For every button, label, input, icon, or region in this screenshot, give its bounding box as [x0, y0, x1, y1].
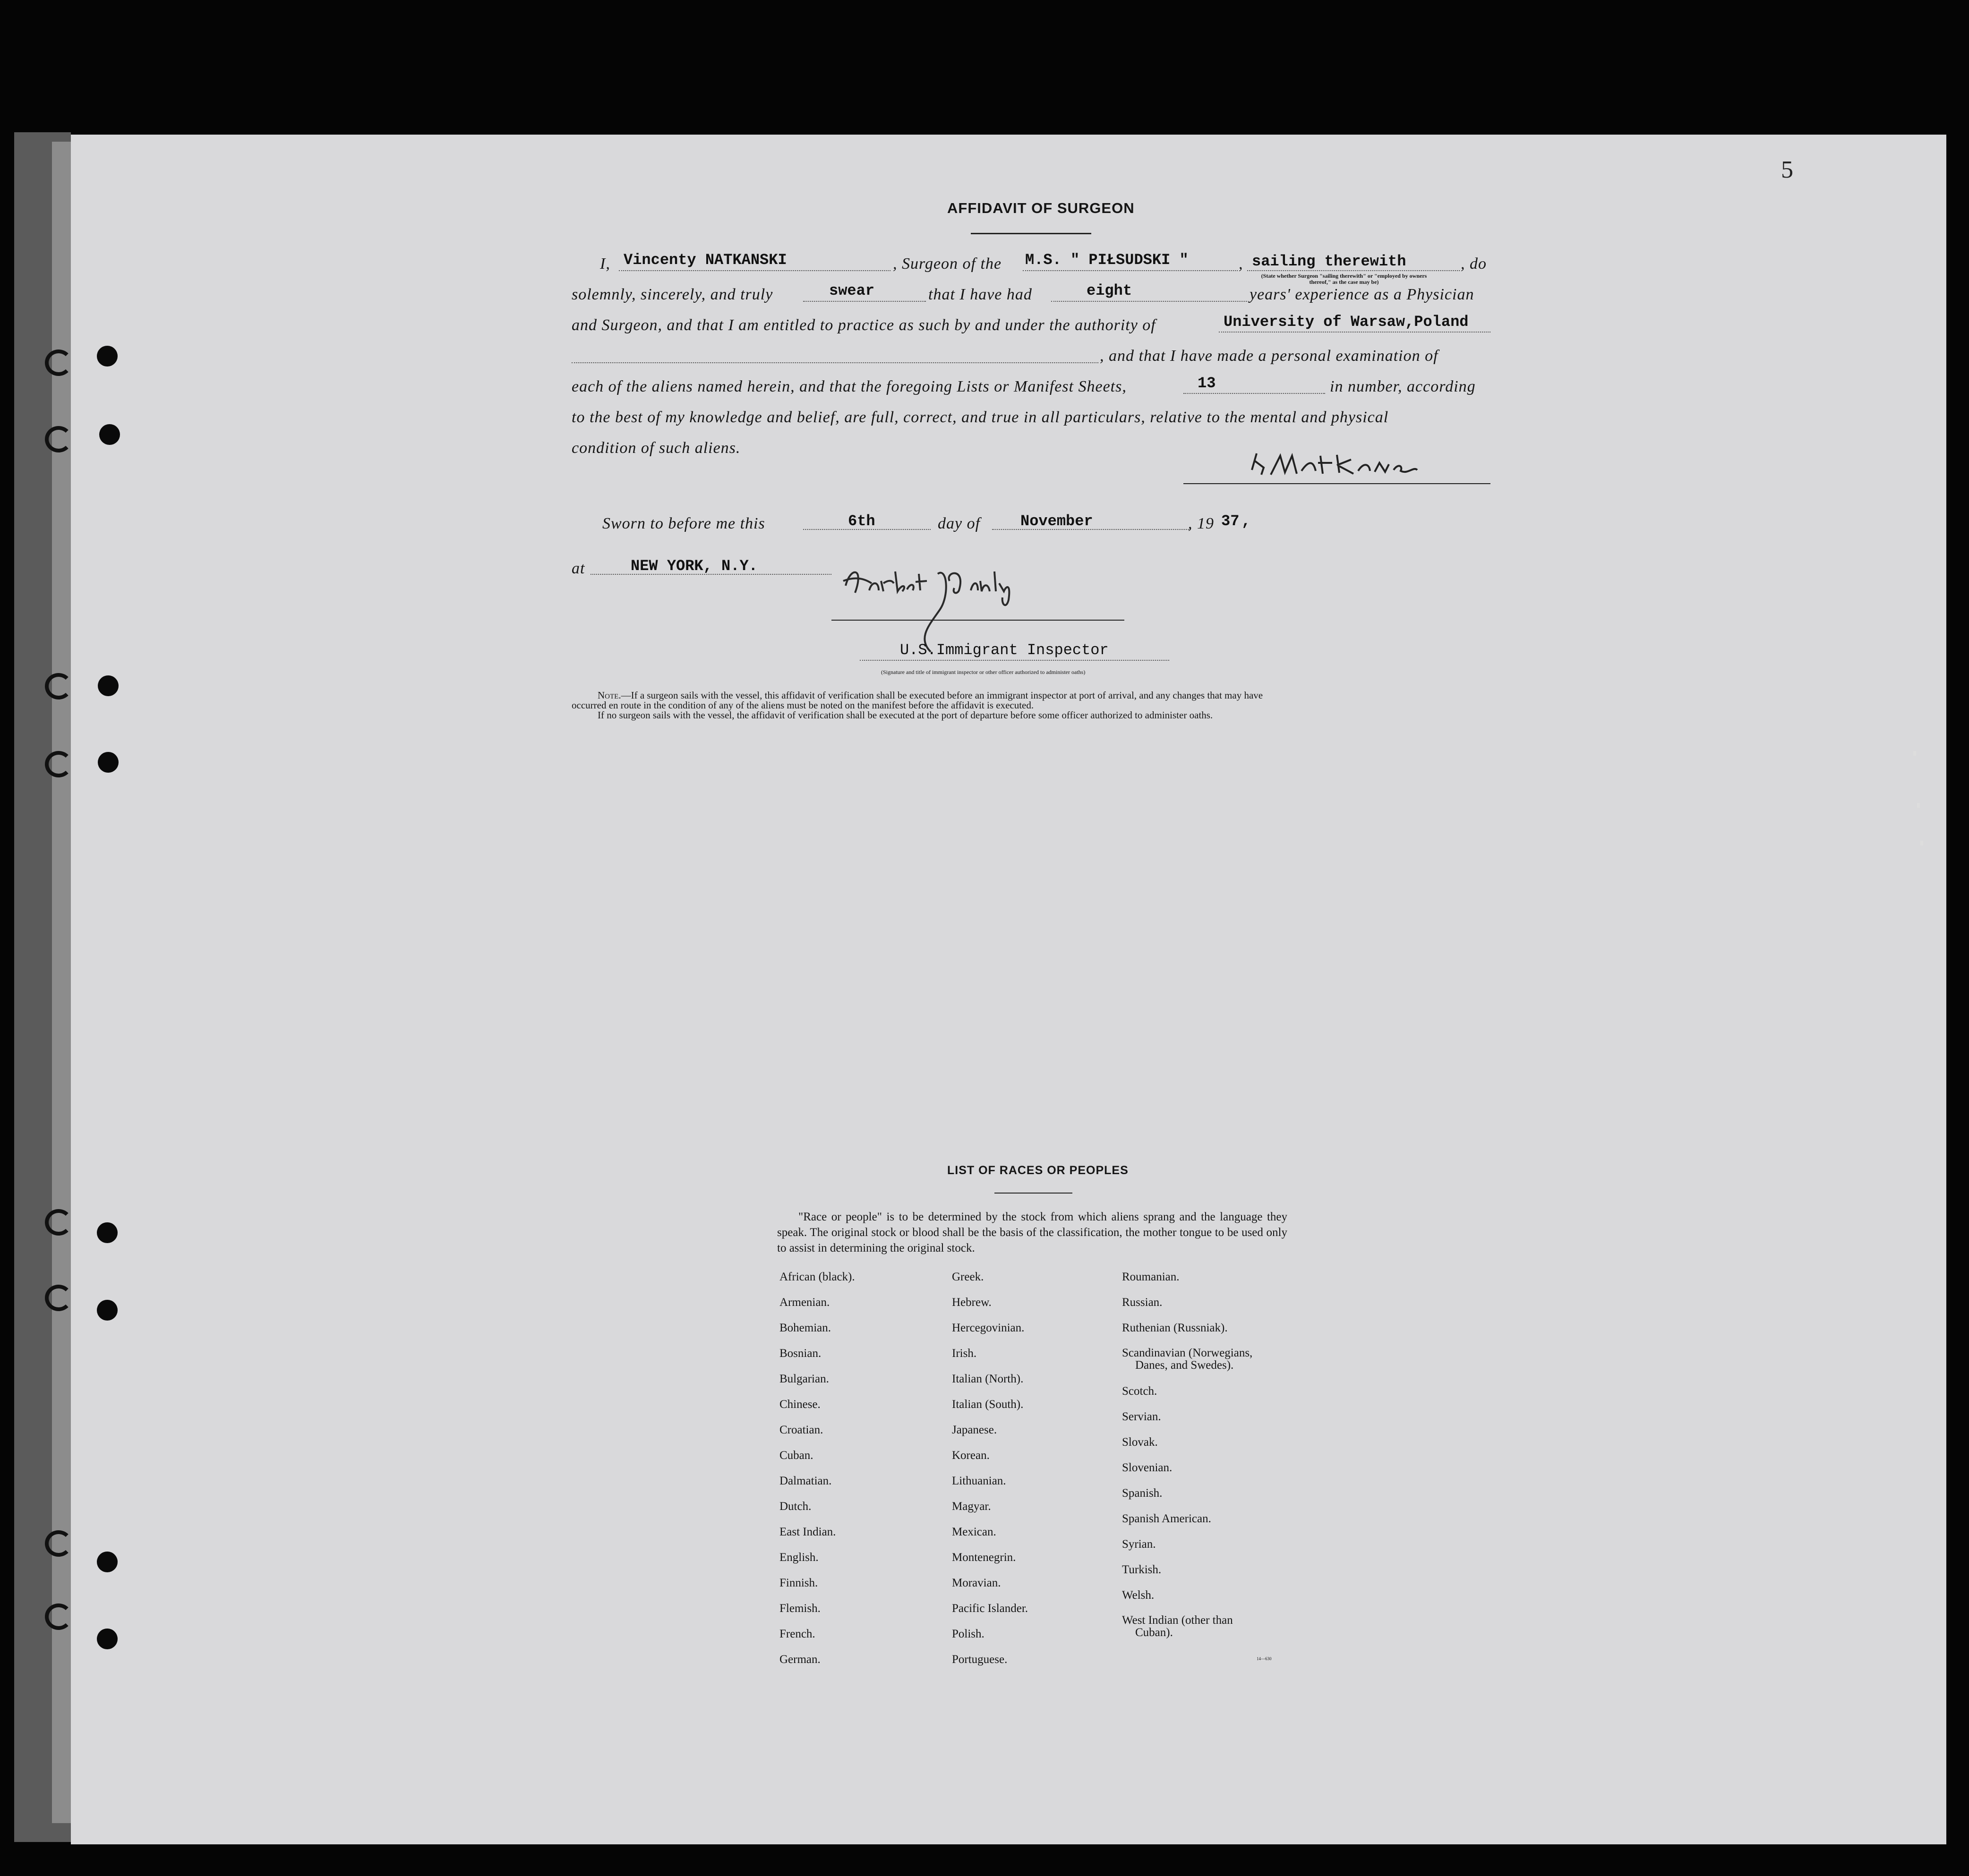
- binder-hole: [97, 346, 118, 367]
- inspector-caption: (Signature and title of immigrant inspector or other officer authorized to administer oaths): [881, 669, 1086, 675]
- edge-mark: [1920, 841, 1923, 845]
- binder-ring: [45, 350, 72, 376]
- race-entry-line: Scandinavian (Norwegians,: [1122, 1347, 1253, 1359]
- race-entry: [1122, 1614, 1252, 1652]
- race-entry: Bohemian.: [779, 1322, 831, 1334]
- race-entry: Pacific Islander.: [952, 1602, 1028, 1615]
- surgeon-signature: [1238, 442, 1483, 489]
- race-entry: Montenegrin.: [952, 1551, 1016, 1564]
- race-entry: Chinese.: [779, 1398, 821, 1411]
- race-entry: Lithuanian.: [952, 1475, 1006, 1487]
- line5-pre: each of the aliens named herein, and that the foregoing Lists or Manifest Sheets,: [572, 378, 1127, 395]
- sworn-month: November: [1020, 512, 1093, 530]
- binder-hole: [99, 424, 120, 445]
- surgeon-signature-line: [1183, 483, 1490, 484]
- race-entry: Polish.: [952, 1628, 984, 1640]
- race-entry: Armenian.: [779, 1296, 830, 1309]
- race-entry: Italian (North).: [952, 1373, 1024, 1385]
- sworn-pre: Sworn to before me this: [602, 515, 765, 532]
- note-label: Note.: [598, 690, 621, 701]
- line2-pre: solemnly, sincerely, and truly: [572, 286, 773, 303]
- races-intro: "Race or people" is to be determined by the stock from which aliens sprang and the language they speak. The original stock or blood shall be the basis of the classification, the mother tongue to be used only to assist in determining the original stock.: [777, 1211, 1287, 1254]
- binder-hole: [98, 752, 119, 773]
- race-entry: Italian (South).: [952, 1398, 1024, 1411]
- race-entry: Syrian.: [1122, 1538, 1156, 1551]
- race-entry: English.: [779, 1551, 819, 1564]
- binder-ring: [45, 751, 72, 777]
- binder-hole: [97, 1629, 118, 1649]
- years-experience: eight: [1087, 282, 1132, 299]
- races-column-3: [1122, 1271, 1252, 1652]
- sworn-year-prefix: , 19: [1188, 515, 1214, 532]
- race-entry: Russian.: [1122, 1296, 1163, 1309]
- line2-post: years' experience as a Physician: [1250, 286, 1474, 303]
- race-entry: Flemish.: [779, 1602, 821, 1615]
- sworn-place-line: [591, 574, 831, 575]
- race-entry: Turkish.: [1122, 1563, 1162, 1576]
- inspector-title-line: [860, 660, 1169, 661]
- race-entry: East Indian.: [779, 1526, 836, 1538]
- surgeon-signature-drawing: [1238, 442, 1483, 489]
- race-entry: Dalmatian.: [779, 1475, 832, 1487]
- affidavit-title: AFFIDAVIT OF SURGEON: [947, 200, 1135, 216]
- race-entry: African (black).: [779, 1271, 855, 1283]
- authority-line-2: [572, 362, 1098, 363]
- form-code: 14—630: [1257, 1656, 1272, 1661]
- page-number: 5: [1781, 156, 1793, 183]
- race-entry: Spanish American.: [1122, 1512, 1211, 1525]
- binder-hole: [98, 675, 119, 696]
- race-entry: Portuguese.: [952, 1653, 1008, 1666]
- manifest-sheets-line: [1183, 393, 1325, 394]
- oath-type: swear: [829, 282, 875, 299]
- race-entry: [1122, 1347, 1252, 1385]
- race-entry: Croatian.: [779, 1424, 823, 1436]
- inspector-title: U.S.Immigrant Inspector: [900, 641, 1109, 659]
- race-entry: Magyar.: [952, 1500, 991, 1513]
- status-note: (State whether Surgeon "sailing therewith" or "employed by owners thereof," as the case may be): [1261, 273, 1427, 285]
- edge-mark: [1917, 803, 1920, 808]
- race-entry: Dutch.: [779, 1500, 812, 1513]
- surgeon-name-line: [619, 270, 890, 271]
- race-entry: Hebrew.: [952, 1296, 992, 1309]
- line1-mid: , Surgeon of the: [893, 255, 1002, 273]
- race-entry: Scotch.: [1122, 1385, 1157, 1398]
- race-entry-line: Cuban).: [1135, 1626, 1173, 1639]
- races-title-rule: [994, 1193, 1072, 1194]
- race-entry: Roumanian.: [1122, 1271, 1180, 1283]
- race-entry: Greek.: [952, 1271, 984, 1283]
- race-entry: Slovenian.: [1122, 1461, 1173, 1474]
- binder-hole: [97, 1222, 118, 1243]
- binder-ring: [45, 1209, 72, 1236]
- binder-ring: [45, 673, 72, 699]
- sworn-mid: day of: [938, 515, 981, 532]
- sworn-day: 6th: [848, 512, 875, 530]
- surgeon-status: sailing therewith: [1252, 253, 1406, 270]
- line2-mid: that I have had: [928, 286, 1032, 303]
- edge-mark: [1913, 751, 1916, 756]
- race-entry-line: Danes, and Swedes).: [1135, 1359, 1234, 1372]
- line6: to the best of my knowledge and belief, are full, correct, and true in all particulars, relative to the mental and physical: [572, 409, 1389, 426]
- race-entry: Japanese.: [952, 1424, 997, 1436]
- vessel-name: M.S. " PIŁSUDSKI ": [1025, 251, 1189, 269]
- races-column-2: [952, 1271, 1028, 1679]
- race-entry: Ruthenian (Russniak).: [1122, 1322, 1228, 1334]
- line1-sep: ,: [1239, 255, 1243, 273]
- race-entry: Korean.: [952, 1449, 990, 1462]
- binder-ring: [45, 426, 72, 452]
- binder-ring: [45, 1285, 72, 1311]
- race-entry: Moravian.: [952, 1577, 1001, 1589]
- race-entry: Mexican.: [952, 1526, 996, 1538]
- races-column-1: [779, 1271, 855, 1679]
- line7: condition of such aliens.: [572, 439, 741, 457]
- note-line3: If no surgeon sails with the vessel, the affidavit of verification shall be executed at the port of departure before some officer authorized to administer oaths.: [598, 709, 1213, 721]
- line4-post: , and that I have made a personal examination of: [1100, 347, 1438, 365]
- binder-ring: [45, 1603, 72, 1630]
- race-entry: Spanish.: [1122, 1487, 1163, 1500]
- race-entry: Slovak.: [1122, 1436, 1158, 1449]
- authority-line: [1219, 332, 1490, 333]
- race-entry: Servian.: [1122, 1410, 1161, 1423]
- race-entry: Hercegovinian.: [952, 1322, 1025, 1334]
- binder-ring: [45, 1530, 72, 1557]
- race-entry: Bulgarian.: [779, 1373, 829, 1385]
- race-entry: Cuban.: [779, 1449, 813, 1462]
- race-entry: German.: [779, 1653, 821, 1666]
- binder-hole: [97, 1300, 118, 1321]
- note-line2: occurred en route in the condition of any of the aliens must be noted on the manifest before the affidavit is executed.: [572, 699, 1034, 711]
- title-rule: [971, 233, 1091, 234]
- inspector-signature-line: [831, 620, 1124, 621]
- sworn-year: 37: [1221, 512, 1240, 530]
- authority: University of Warsaw,Poland: [1224, 313, 1469, 331]
- race-entry: French.: [779, 1628, 815, 1640]
- line1-pre: I,: [600, 255, 610, 273]
- oath-type-line: [803, 301, 926, 302]
- line1-post: , do: [1461, 255, 1487, 273]
- note-line1-text: —If a surgeon sails with the vessel, this affidavit of verification shall be executed before an immigrant inspector at port of arrival, and any changes that may have: [621, 690, 1263, 701]
- binder-hole: [97, 1552, 118, 1572]
- race-entry: Welsh.: [1122, 1589, 1155, 1602]
- sworn-day-line: [803, 529, 931, 530]
- line3-pre: and Surgeon, and that I am entitled to practice as such by and under the authority of: [572, 316, 1156, 334]
- vessel-name-line: [1023, 270, 1238, 271]
- sworn-place: NEW YORK, N.Y.: [631, 557, 758, 575]
- note-line1: [598, 691, 1263, 700]
- years-experience-line: [1051, 301, 1247, 302]
- race-entry: Irish.: [952, 1347, 977, 1360]
- sworn-month-line: [992, 529, 1190, 530]
- manifest-sheets: 13: [1198, 375, 1216, 392]
- line5-post: in number, according: [1330, 378, 1476, 395]
- race-entry: Finnish.: [779, 1577, 818, 1589]
- races-title: LIST OF RACES OR PEOPLES: [947, 1164, 1129, 1177]
- race-entry: Bosnian.: [779, 1347, 822, 1360]
- race-entry-line: West Indian (other than: [1122, 1614, 1233, 1627]
- sworn-year-comma: ,: [1241, 512, 1251, 530]
- surgeon-name: Vincenty NATKANSKI: [624, 251, 787, 269]
- sworn-at: at: [572, 560, 585, 577]
- surgeon-status-line: [1247, 270, 1460, 271]
